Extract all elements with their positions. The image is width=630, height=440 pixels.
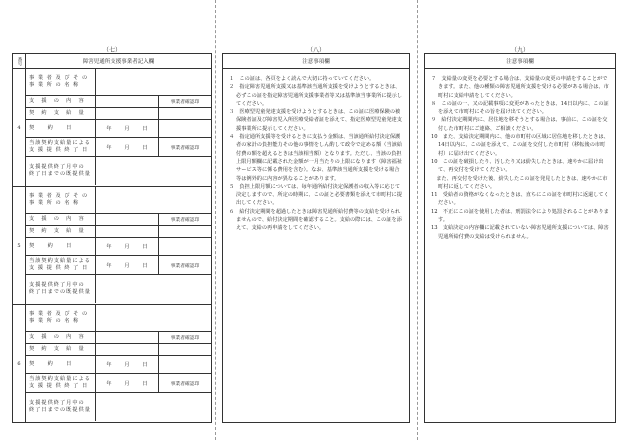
confirm-seal-label: 事業者確認印 [170,218,200,223]
note-item: 11 受給者の資格がなくなったときは、直ちにこの証を市町村に返還してください。 [431,192,609,207]
note-item: ３ 医療型児童発達支援を受けようとするときは、この証に医療保険の被保険者証及び障害児入所医療受給者証を添えて、指定医療型児童発達支援事業所に提示してください。 [229,109,402,132]
notes-panel-middle [222,53,410,423]
office-name-field[interactable] [96,69,211,95]
confirm-seal-box[interactable] [159,344,211,355]
contract-amount-row [26,344,211,356]
balance-row [26,275,211,303]
confirm-seal-label: 事業者確認印 [170,100,200,105]
notes-panel-right [424,53,616,423]
note-item: また、再交付を受けた後、紛失したこの証を発見したときは、速やかに市町村に返してください。 [431,175,608,190]
note-item: ７ 支給量の変更を必要とする場合は、支給量の変更の申請をすることができます。また、他の種類の障害児通所支援を受ける必要がある場合は、市町村に支給申請をしてください。 [431,76,609,99]
notes-title-middle: 注意事項欄 [223,54,409,69]
office-name-field[interactable] [96,187,211,213]
office-name-row [26,305,211,332]
record-block [13,305,211,423]
end-date-field[interactable]: 年 月 日 [96,256,159,274]
contract-date-field[interactable]: 年 月 日 [96,120,159,137]
records-panel [12,53,212,423]
support-content-field[interactable] [96,214,159,225]
confirm-seal-box[interactable] [159,226,211,237]
note-item: ９ 給付決定期間内に、居住地を移そうとする場合は、事前に、この証を交付した市町村にご連絡、ご相談ください。 [431,117,608,132]
page-number-middle: （八） [306,47,325,54]
contract-amount-field[interactable] [96,108,159,119]
confirm-seal-box[interactable] [159,120,211,137]
end-date-label: 当該契約支給量による 支 援 提 供 終 了 日 [26,256,96,274]
end-date-row [26,256,211,275]
support-content-field[interactable] [96,332,159,343]
confirm-seal-label: 事業者確認印 [170,263,200,269]
note-item: ４ 指定通所支援等を受けるときに支払う金額は、当該通所給付決定保護者の家計の負担能力その他の事情をしん酌して政令で定める額（当該給付費の額を超えるときは当該相当額）となります。ただし、当該の負担上限月額欄に記載された金額が一月当たりの上限になります（障害福祉サービス等に係る費用を含む）。なお、基準該当通所支援を受ける場合等は例外的に内容が異なることがあります。 [229,134,403,182]
record-number: 6 [13,305,26,423]
balance-row [26,157,211,185]
contract-amount-label: 契 約 支 給 量 [26,344,96,355]
note-item: １ この証は、各頁をよく読んで大切に持っていてください。 [229,76,375,82]
note-item: ５ 負担上限月額については、毎年通所給付決定保護者の収入等に応じて決定しますので、所定の時期に、この証と必要書類を添えて市町村に提出してください。 [229,183,402,207]
end-date-field[interactable]: 年 月 日 [96,138,159,156]
contract-amount-field[interactable] [96,344,159,355]
fold-line-left [215,0,216,440]
record-block [13,187,211,305]
note-item: 12 不正にこの証を使用した者は、刑罰法令により処罰されることがあります。 [431,208,609,224]
confirm-seal-label: 事業者確認印 [170,381,200,387]
balance-label: 支援提供終了月中の 終了日までの既提供量 [26,393,96,421]
support-content-row [26,214,211,226]
confirm-seal-box[interactable] [159,108,211,119]
contract-date-label: 契 約 日 [26,356,96,373]
confirm-seal-box[interactable] [159,356,211,373]
contract-date-field[interactable]: 年 月 日 [96,238,159,255]
balance-field[interactable] [96,157,211,185]
confirm-seal-box[interactable] [159,238,211,255]
contract-date-label: 契 約 日 [26,120,96,137]
end-date-row [26,374,211,393]
confirm-seal-label: 事業者確認印 [170,145,200,151]
fold-line-right [417,0,418,440]
contract-date-field[interactable]: 年 月 日 [96,356,159,373]
records-blocks [13,69,211,423]
record-block [13,69,211,187]
support-content-label: 支 援 の 内 容 [26,332,96,343]
note-item: 13 支給決定の内容欄に記載されていない障害児通所支援については、障害児通所給付費の支給は受けられません。 [431,225,609,240]
note-item: ２ 指定障害児通所支援又は基準該当通所支援を受けようとするときは、必ずこの証を指定障害児通所支援事業者等又は基準該当事業所に提示してください。 [229,84,403,107]
support-content-field[interactable] [96,96,159,107]
end-date-field[interactable]: 年 月 日 [96,374,159,392]
office-name-label: 事 業 者 及 び そ の 事 業 所 の 名 称 [26,187,96,213]
record-number: 5 [13,187,26,304]
support-content-row [26,96,211,108]
note-item: ８ この証の一、又の記載事項に変更があったときは、14日以内に、この証を添えて市町村にその旨を届け出てください。 [431,100,609,116]
record-number: 4 [13,69,26,186]
notes-list-middle [223,69,409,233]
note-item: 10 また、支給決定期間内に、他の市町村の区域に居住地を移したときは、14日以内に、この証を添えて、この証を交付した市町村（移転後の市町村）に届け出てください。 [431,134,609,157]
support-content-row [26,332,211,344]
office-name-field[interactable] [96,305,211,331]
end-date-label: 当該契約支給量による 支 援 提 供 終 了 日 [26,138,96,156]
contract-date-row [26,120,211,138]
end-date-row [26,138,211,157]
office-name-row [26,187,211,214]
end-date-label: 当該契約支給量による 支 援 提 供 終 了 日 [26,374,96,392]
number-column-header: 番号 [13,54,26,68]
confirm-seal-label: 事業者確認印 [170,336,200,341]
support-content-label: 支 援 の 内 容 [26,214,96,225]
contract-date-row [26,238,211,256]
notes-list-right [425,69,615,241]
contract-date-label: 契 約 日 [26,238,96,255]
balance-label: 支援提供終了月中の 終了日までの既提供量 [26,275,96,303]
contract-amount-row [26,226,211,238]
contract-amount-row [26,108,211,120]
page-number-left: （七） [102,47,121,54]
contract-amount-field[interactable] [96,226,159,237]
page-number-right: （九） [510,47,529,54]
balance-label: 支援提供終了月中の 終了日までの既提供量 [26,157,96,185]
contract-amount-label: 契 約 支 給 量 [26,226,96,237]
note-item: ６ 給付決定期間を超過したときは障害児通所給付費等の支給を受けられませんので、給付決定期間を確認すること。支給の際には、この証を添えて、支給の再申請をしてください。 [229,208,402,232]
office-name-label: 事 業 者 及 び そ の 事 業 所 の 名 称 [26,305,96,331]
balance-row [26,393,211,421]
notes-title-right: 注意事項欄 [425,54,615,69]
balance-field[interactable] [96,393,211,421]
support-content-label: 支 援 の 内 容 [26,96,96,107]
office-name-label: 事 業 者 及 び そ の 事 業 所 の 名 称 [26,69,96,95]
contract-date-row [26,356,211,374]
records-title: 障害児通所支援事業者記入欄 [82,59,155,65]
records-header [13,54,211,69]
office-name-row [26,69,211,96]
balance-field[interactable] [96,275,211,303]
contract-amount-label: 契 約 支 給 量 [26,108,96,119]
note-item: 10 この証を破損したり、汚したり又は紛失したときは、速やかに届け出て、再交付を受けてください。 [431,158,604,174]
